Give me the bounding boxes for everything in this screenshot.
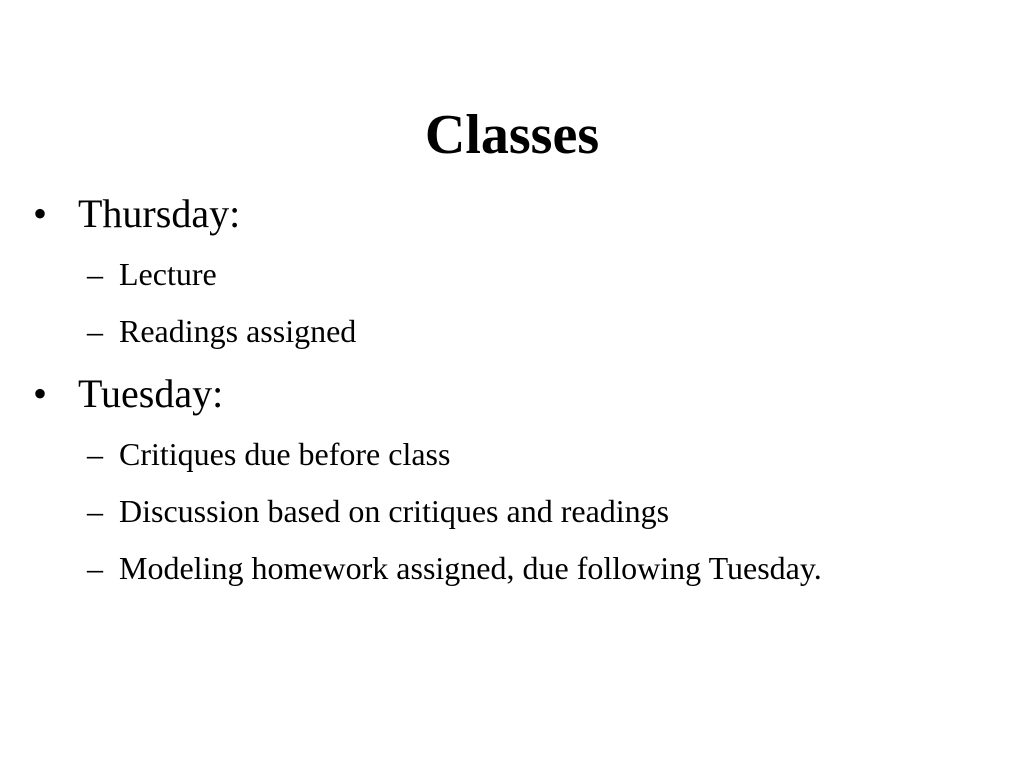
sub-bullet-readings-assigned-text: Readings assigned	[119, 313, 357, 349]
bullet-dot-icon: •	[33, 371, 48, 416]
bullet-thursday-label: Thursday:	[78, 191, 241, 236]
sub-bullet-discussion-text: Discussion based on critiques and readings	[119, 493, 670, 529]
slide-title: Classes	[424, 104, 600, 166]
dash-icon: –	[87, 436, 103, 472]
bullet-dot-icon: •	[33, 191, 48, 236]
dash-icon: –	[87, 550, 103, 586]
dash-icon: –	[87, 256, 103, 292]
bullet-tuesday-label: Tuesday:	[78, 371, 224, 416]
sub-bullet-lecture-text: Lecture	[119, 256, 217, 292]
sub-bullet-modeling-homework-text: Modeling homework assigned, due following Tuesday.	[119, 550, 822, 586]
sub-bullet-critiques-due-text: Critiques due before class	[119, 436, 451, 472]
dash-icon: –	[87, 493, 103, 529]
dash-icon: –	[87, 313, 103, 349]
